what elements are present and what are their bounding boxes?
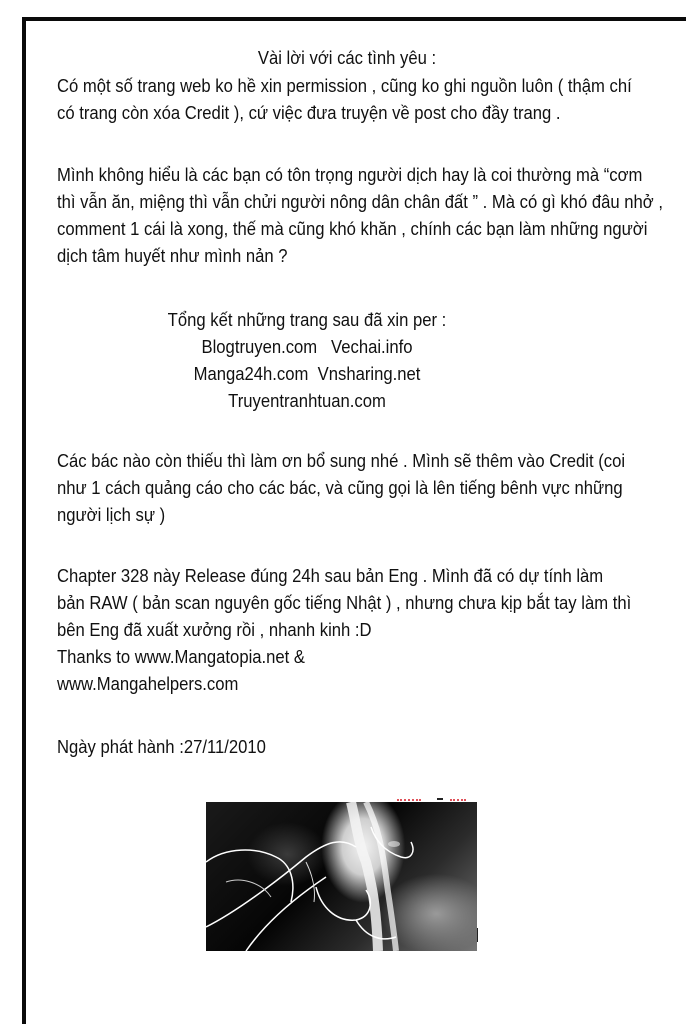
paragraph-3-line: như 1 cách quảng cáo cho các bác, và cũng gọi là lên tiếng bênh vực những <box>57 477 623 498</box>
illustration-line-art <box>206 802 477 951</box>
red-mark-decoration <box>397 799 421 801</box>
permitted-sites-row: Blogtruyen.com Vechai.info <box>201 336 413 357</box>
paragraph-4-line: bên Eng đã xuất xưởng rồi , nhanh kinh :D <box>57 619 372 640</box>
dash-decoration <box>437 798 443 800</box>
thanks-line: Thanks to www.Mangatopia.net & <box>57 646 306 667</box>
permitted-sites-title: Tổng kết những trang sau đã xin per : <box>167 309 447 330</box>
paragraph-3-line: Các bác nào còn thiếu thì làm ơn bổ sung nhé . Mình sẽ thêm vào Credit (coi <box>57 450 626 471</box>
paragraph-3-line: người lịch sự ) <box>57 504 166 525</box>
paragraph-2-line: thì vẫn ăn, miệng thì vẫn chửi người nông dân chân đất ” . Mà có gì khó đâu nhở , <box>57 191 663 212</box>
page-heading: Vài lời với các tình yêu : <box>257 47 437 68</box>
paragraph-1-line: có trang còn xóa Credit ), cứ việc đưa truyện về post cho đầy trang . <box>57 102 561 123</box>
page-frame-left-border <box>22 17 26 1024</box>
release-date: Ngày phát hành :27/11/2010 <box>57 736 266 757</box>
manga-illustration <box>206 802 477 951</box>
paragraph-1-line: Có một số trang web ko hề xin permission , cũng ko ghi nguồn luôn ( thậm chí <box>57 75 632 96</box>
paragraph-4-line: bản RAW ( bản scan nguyên gốc tiếng Nhật ) , nhưng chưa kịp bắt tay làm thì <box>57 592 632 613</box>
image-edge-mark <box>477 928 478 942</box>
paragraph-4-line: Chapter 328 này Release đúng 24h sau bản Eng . Mình đã có dự tính làm <box>57 565 604 586</box>
thanks-line: www.Mangahelpers.com <box>57 673 239 694</box>
permitted-sites-row: Truyentranhtuan.com <box>228 390 386 411</box>
red-mark-decoration <box>450 799 466 801</box>
page-frame-top-border <box>22 17 686 21</box>
permitted-sites-row: Manga24h.com Vnsharing.net <box>193 363 421 384</box>
paragraph-2-line: comment 1 cái là xong, thế mà cũng khó khăn , chính các bạn làm những người <box>57 218 648 239</box>
paragraph-2-line: dịch tâm huyết như mình nản ? <box>57 245 288 266</box>
paragraph-2-line: Mình không hiểu là các bạn có tôn trọng người dịch hay là coi thường mà “cơm <box>57 164 643 185</box>
